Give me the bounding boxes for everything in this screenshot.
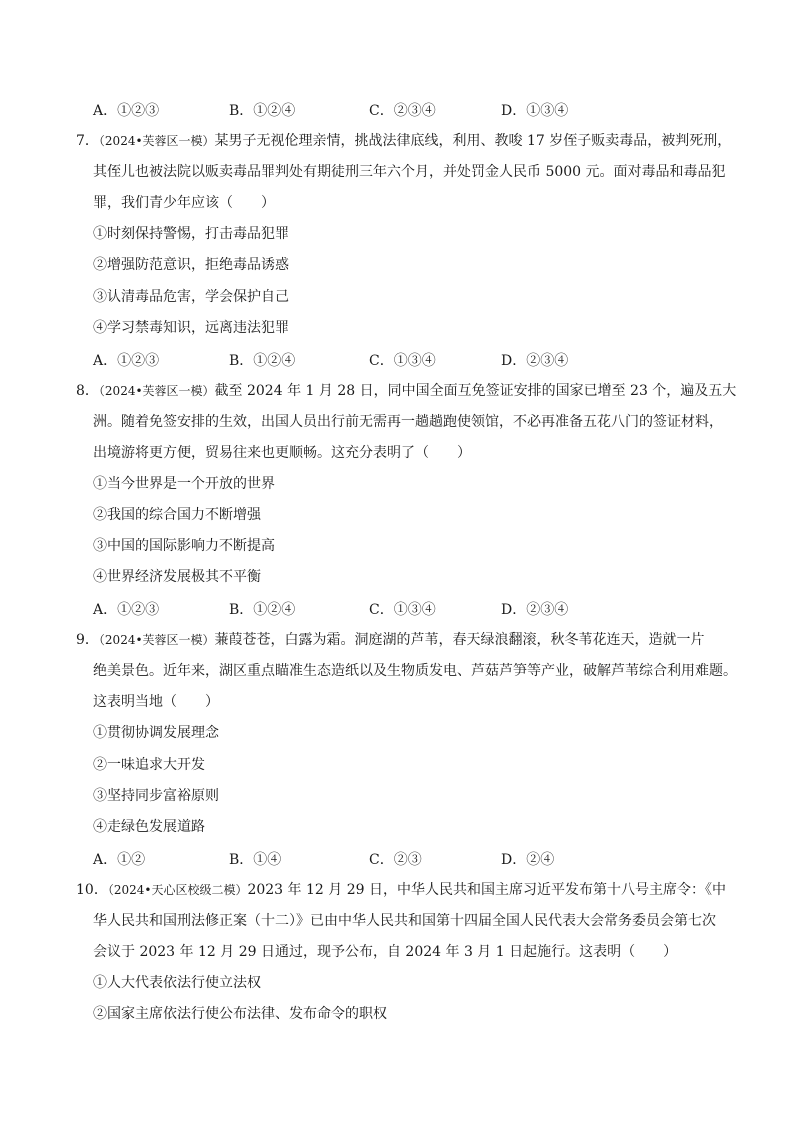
q7-item-1: ①时刻保持警惕，打击毒品犯罪	[93, 226, 289, 242]
q8-option-b[interactable]: B．①②④	[229, 602, 296, 618]
q8-option-a[interactable]: A．①②③	[93, 602, 160, 618]
q9-item-1: ①贯彻协调发展理念	[93, 725, 219, 741]
q7-item-4: ④学习禁毒知识，远离违法犯罪	[93, 320, 289, 336]
q7-number: 7．	[76, 133, 99, 149]
q9-stem-line-2: 绝美景色。近年来，湖区重点瞄准生态造纸以及生物质发电、芦菇芦笋等产业，破解芦苇综合利用难题。	[93, 663, 737, 679]
q9-stem-line-3: 这表明当地（ ）	[93, 694, 219, 710]
q7-stem-line-2: 其侄儿也被法院以贩卖毒品罪判处有期徒刑三年六个月，并处罚金人民币 5000 元。面对毒品和毒品犯	[93, 164, 726, 180]
q6-option-a[interactable]: A．①②③	[93, 103, 160, 119]
q8-stem-line-2: 洲。随着免签安排的生效，出国人员出行前无需再一趟趟跑使领馆，不必再准备五花八门的签证材料，	[93, 414, 723, 430]
q8-item-2: ②我国的综合国力不断增强	[93, 507, 261, 523]
q8-item-1: ①当今世界是一个开放的世界	[93, 476, 275, 492]
q9-source: （2024•芙蓉区一模）	[98, 633, 215, 647]
q7-option-a[interactable]: A．①②③	[93, 353, 160, 369]
q6-option-c[interactable]: C．②③④	[369, 103, 436, 119]
q9-number: 9．	[76, 632, 99, 648]
q9-stem-line-1	[76, 629, 705, 651]
q10-number: 10．	[76, 882, 108, 898]
q8-source: （2024•芙蓉区一模）	[98, 384, 215, 398]
q9-text-1: 蒹葭苍苍，白露为霜。洞庭湖的芦苇，春天绿浪翻滚，秋冬苇花连天，造就一片	[214, 632, 705, 648]
q10-text-1: 2023 年 12 月 29 日，中华人民共和国主席习近平发布第十八号主席令：《中	[247, 882, 726, 898]
q10-stem-line-1	[76, 879, 726, 901]
q7-option-c[interactable]: C．①③④	[369, 353, 436, 369]
q6-option-b[interactable]: B．①②④	[229, 103, 296, 119]
q9-item-3: ③坚持同步富裕原则	[93, 788, 219, 804]
q9-option-c[interactable]: C．②③	[369, 852, 422, 868]
q7-option-b[interactable]: B．①②④	[229, 353, 296, 369]
q7-stem-line-1	[76, 130, 731, 152]
q8-item-3: ③中国的国际影响力不断提高	[93, 538, 275, 554]
q8-stem-line-1	[76, 380, 736, 402]
q6-option-d[interactable]: D．①③④	[501, 103, 569, 119]
q9-option-d[interactable]: D．②④	[501, 852, 555, 868]
q8-option-d[interactable]: D．②③④	[501, 602, 569, 618]
q7-stem-line-3: 罪，我们青少年应该（ ）	[93, 195, 275, 211]
q10-source: （2024•天心区校级二模）	[107, 883, 248, 897]
q9-item-4: ④走绿色发展道路	[93, 819, 205, 835]
q8-item-4: ④世界经济发展极其不平衡	[93, 569, 261, 585]
q7-text-1: 某男子无视伦理亲情，挑战法律底线，利用、教唆 17 岁侄子贩卖毒品，被判死刑，	[214, 133, 732, 149]
q9-item-2: ②一味追求大开发	[93, 757, 205, 773]
q10-stem-line-3: 会议于 2023 年 12 月 29 日通过，现予公布，自 2024 年 3 月 1 日起施行。这表明（ ）	[93, 944, 678, 960]
q10-item-2: ②国家主席依法行使公布法律、发布命令的职权	[93, 1006, 387, 1022]
q7-source: （2024•芙蓉区一模）	[98, 134, 215, 148]
q8-text-1: 截至 2024 年 1 月 28 日，同中国全面互免签证安排的国家已增至 23 个，遍及五大	[214, 383, 737, 399]
q9-option-a[interactable]: A．①②	[93, 852, 146, 868]
q8-stem-line-3: 出境游将更方便，贸易往来也更顺畅。这充分表明了（ ）	[93, 445, 471, 461]
q10-stem-line-2: 华人民共和国刑法修正案（十二）》已由中华人民共和国第十四届全国人民代表大会常务委员会第七次	[93, 913, 716, 929]
q8-number: 8．	[76, 383, 99, 399]
q7-item-3: ③认清毒品危害，学会保护自己	[93, 289, 289, 305]
q9-option-b[interactable]: B．①④	[229, 852, 282, 868]
q8-option-c[interactable]: C．①③④	[369, 602, 436, 618]
q7-option-d[interactable]: D．②③④	[501, 353, 569, 369]
q7-item-2: ②增强防范意识，拒绝毒品诱惑	[93, 257, 289, 273]
q10-item-1: ①人大代表依法行使立法权	[93, 975, 261, 991]
